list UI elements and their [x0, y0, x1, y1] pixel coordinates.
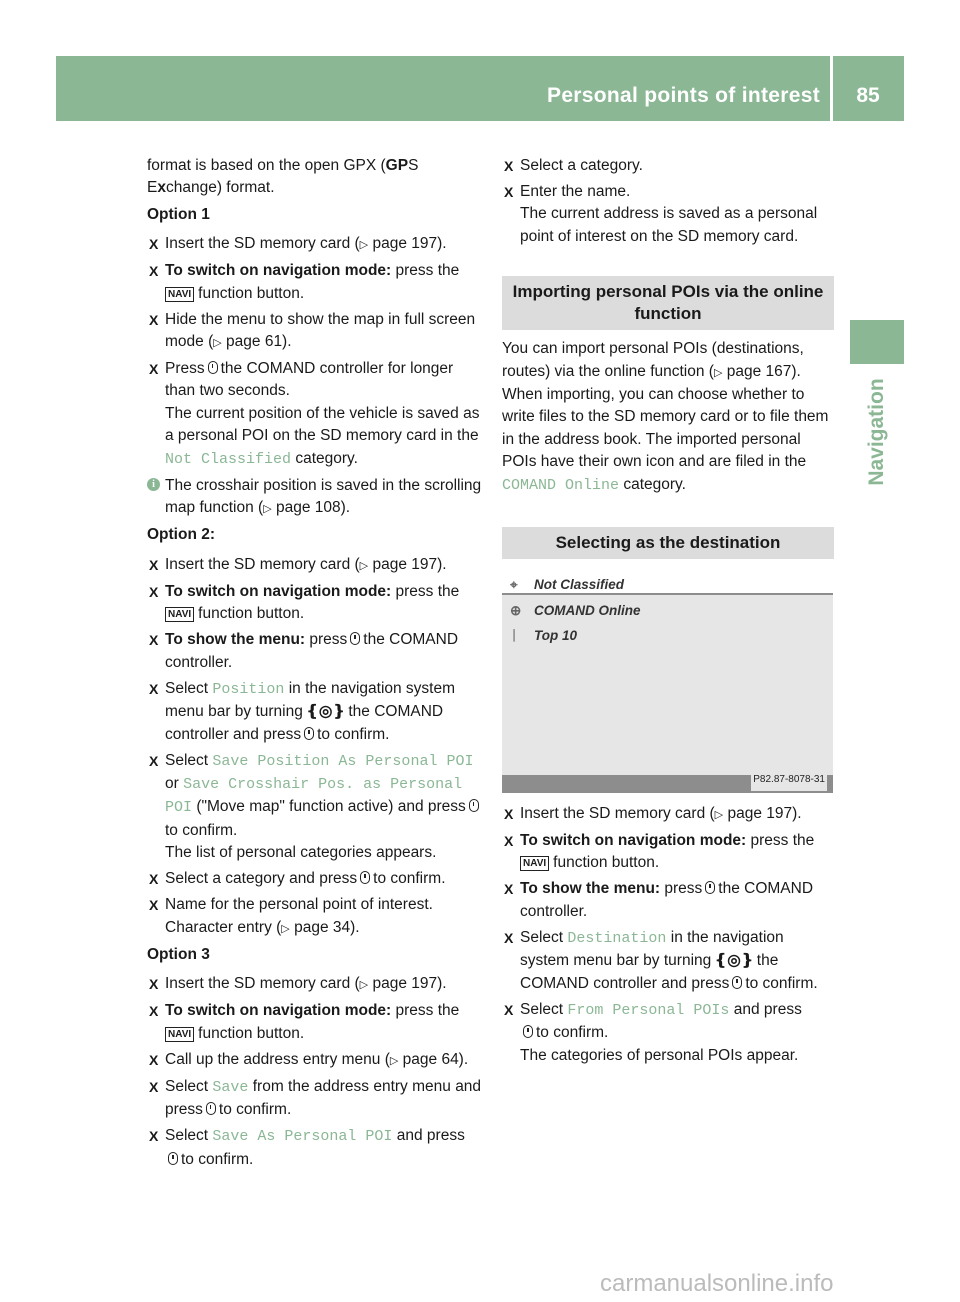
section-heading: Selecting as the destination: [502, 527, 834, 559]
controller-press-icon: [523, 1025, 533, 1038]
header-separator: [830, 56, 833, 121]
controller-press-icon: [732, 976, 742, 989]
pin-icon: ᛁ: [510, 628, 519, 644]
step: X Select a category.: [502, 155, 834, 177]
step: X Call up the address entry menu (▷ page 64).: [147, 1049, 483, 1072]
navi-button-icon: NAVI: [165, 287, 194, 302]
step: X Enter the name. The current address is saved as a personal point of interest on the SD memory card.: [502, 181, 834, 248]
controller-press-icon: [469, 799, 479, 812]
step: X To show the menu: press the COMAND controller.: [502, 878, 834, 923]
controller-press-icon: [208, 361, 218, 374]
step: X Hide the menu to show the map in full screen mode (▷ page 61).: [147, 309, 483, 355]
figure-code: P82.87-8078-31: [751, 769, 827, 791]
step: X Insert the SD memory card (▷ page 197).: [502, 803, 834, 826]
controller-turn-icon: ❴◎❵: [714, 952, 754, 970]
page-title: Personal points of interest: [547, 84, 820, 107]
step: X Select Save from the address entry menu and press to confirm.: [147, 1076, 483, 1122]
step: X Select Position in the navigation system menu bar by turning ❴◎❵ the COMAND controller and press to confirm.: [147, 678, 483, 746]
step: X To switch on navigation mode: press the NAVI function button.: [502, 830, 834, 875]
online-icon: ⊕: [510, 603, 522, 619]
option-2-heading: Option 2:: [147, 526, 216, 544]
step: X Insert the SD memory card (▷ page 197).: [147, 973, 483, 996]
info-icon: i: [147, 478, 160, 491]
crosshair-icon: ⌖: [510, 577, 518, 593]
side-tab-block: [850, 320, 904, 364]
controller-press-icon: [206, 1102, 216, 1115]
step: X Select Destination in the navigation system menu bar by turning ❴◎❵ the COMAND controller and press to confirm.: [502, 927, 834, 995]
step: X Select Save Position As Personal POI or Save Crosshair Pos. as Personal POI ("Move map" function active) and pressto confirm. The list of personal categories appears.: [147, 750, 483, 865]
option-1-heading: Option 1: [147, 205, 210, 223]
step: X To switch on navigation mode: press the NAVI function button.: [147, 1000, 483, 1045]
right-column: [502, 155, 834, 1071]
intro-paragraph: format is based on the open GPX (GPS Exchange) format.: [147, 157, 419, 197]
left-column: [147, 155, 483, 1175]
step: X Press the COMAND controller for longer than two seconds. The current position of the vehicle is saved as a personal POI on the SD memory card in the Not Classified category.: [147, 358, 483, 471]
list-item: ⌖ Not Classified: [510, 574, 624, 596]
section-heading: Importing personal POIs via the online function: [502, 276, 834, 330]
option-3-heading: Option 3: [147, 945, 210, 963]
step: X Insert the SD memory card (▷ page 197).: [147, 233, 483, 256]
step: X Select Save As Personal POI and press to confirm.: [147, 1125, 483, 1171]
step: X To switch on navigation mode: press the NAVI function button.: [147, 260, 483, 305]
navi-button-icon: NAVI: [165, 1027, 194, 1042]
page-number: 85: [856, 84, 880, 107]
list-item: ᛁ Top 10: [510, 625, 577, 647]
step: X To show the menu: press the COMAND controller.: [147, 629, 483, 674]
side-tab: [850, 372, 904, 492]
controller-press-icon: [350, 632, 360, 645]
step: X Name for the personal point of interest. Character entry (▷ page 34).: [147, 894, 483, 940]
controller-turn-icon: ❴◎❵: [305, 703, 346, 721]
controller-press-icon: [304, 727, 314, 740]
step: X To switch on navigation mode: press the NAVI function button.: [147, 581, 483, 626]
navi-button-icon: NAVI: [520, 856, 549, 871]
side-tab-label: Navigation: [865, 378, 888, 486]
controller-press-icon: [705, 881, 715, 894]
step: X Select From Personal POIs and press to confirm. The categories of personal POIs appear.: [502, 999, 834, 1067]
navi-button-icon: NAVI: [165, 607, 194, 622]
section-paragraph: You can import personal POIs (destinations, routes) via the online function (▷ page 167). When importing, you can choose whether to write files to the SD memory card or to file them in the address book. The imported personal POIs have their own icon and are filed in the COMAND Online category.: [502, 340, 829, 494]
list-item: ⊕ COMAND Online: [510, 600, 641, 622]
step: X Select a category and press to confirm.: [147, 868, 483, 890]
step: X Insert the SD memory card (▷ page 197).: [147, 554, 483, 577]
controller-press-icon: [168, 1152, 178, 1165]
controller-press-icon: [360, 871, 370, 884]
info-note: i The crosshair position is saved in the scrolling map function (▷ page 108).: [147, 475, 483, 521]
watermark: carmanualsonline.info: [600, 1270, 834, 1297]
screenshot-figure: [502, 569, 833, 793]
